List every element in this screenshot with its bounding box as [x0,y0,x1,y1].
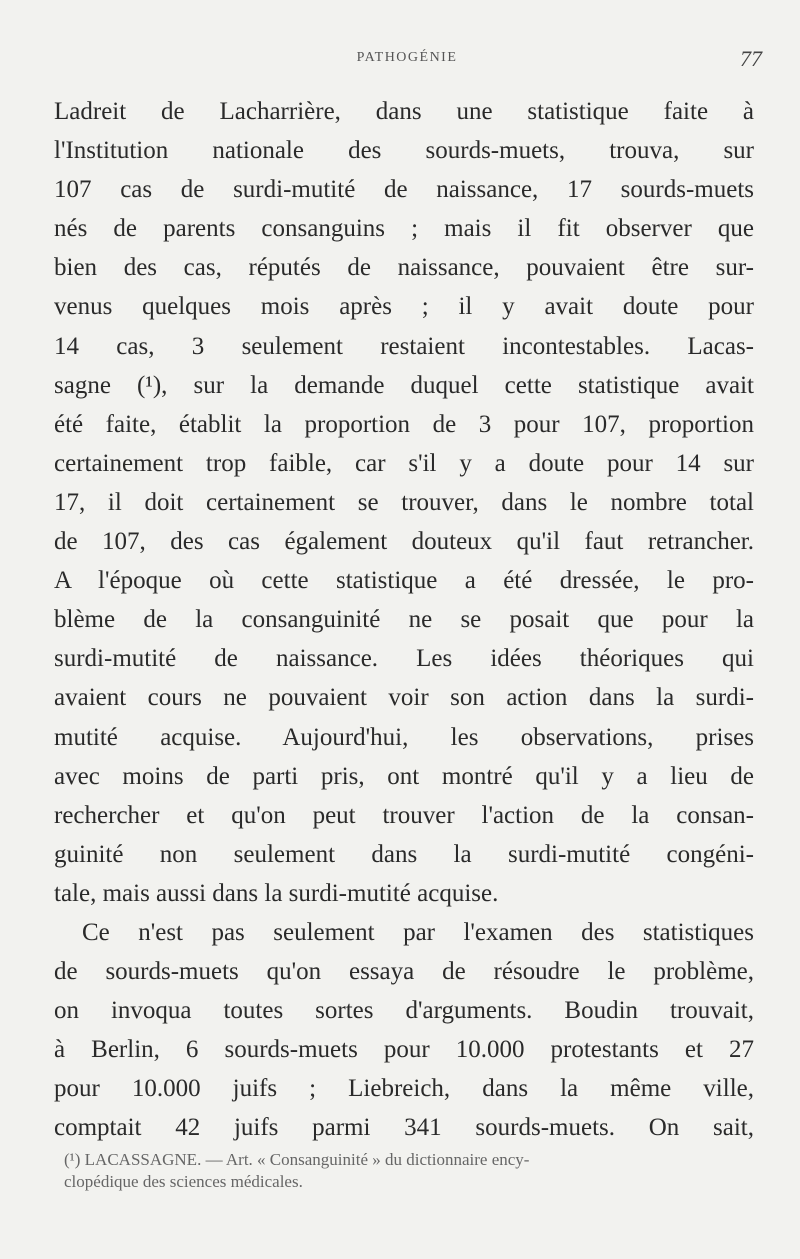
text-line: 14 cas, 3 seulement restaient incontestables. Lacas- [54,332,754,360]
text-line: Ladreit de Lacharrière, dans une statistique faite à [54,98,754,125]
text-line: été faite, établit la proportion de 3 pour 107, proportion [54,410,754,438]
text-line: mutité acquise. Aujourd'hui, les observations, prises [54,723,754,751]
text-line: Ce n'est pas seulement par l'examen des statistiques [82,918,754,946]
text-line: surdi-mutité de naissance. Les idées théoriques qui [54,645,754,673]
text-line: venus quelques mois après ; il y avait doute pour [54,293,754,321]
text-line: 107 cas de surdi-mutité de naissance, 17 sourds-muets [54,176,754,204]
footnote-line: (¹) LACASSAGNE. — Art. « Consanguinité » du dictionnaire ency- [64,1150,530,1169]
footnote-line: clopédique des sciences médicales. [64,1172,303,1191]
page-number: 77 [740,46,762,71]
page-header [52,46,762,78]
text-line: 17, il doit certainement se trouver, dans le nombre total [54,488,754,516]
text-line: blème de la consanguinité ne se posait que pour la [54,606,754,634]
running-head: PATHOGÉNIE [356,50,458,65]
text-line: de sourds-muets qu'on essaya de résoudre le problème, [54,958,754,986]
text-line: pour 10.000 juifs ; Liebreich, dans la même ville, [54,1075,754,1103]
text-line: nés de parents consanguins ; mais il fit observer que [54,215,754,243]
text-line: guinité non seulement dans la surdi-mutité congéni- [54,840,754,868]
text-line: on invoqua toutes sortes d'arguments. Boudin trouvait, [54,997,754,1025]
text-line: rechercher et qu'on peut trouver l'action de la consan- [54,801,754,829]
body-text [54,92,754,1148]
text-line: tale, mais aussi dans la surdi-mutité acquise. [54,879,499,907]
text-line: bien des cas, réputés de naissance, pouvaient être sur- [54,254,754,282]
text-line: avec moins de parti pris, ont montré qu'il y a lieu de [54,762,754,790]
footnote [64,1149,752,1193]
text-line: comptait 42 juifs parmi 341 sourds-muets. On sait, [54,1114,754,1142]
text-line: à Berlin, 6 sourds-muets pour 10.000 protestants et 27 [54,1036,754,1064]
text-line: l'Institution nationale des sourds-muets, trouva, sur [54,137,754,165]
text-line: de 107, des cas également douteux qu'il faut retrancher. [54,528,754,556]
text-line: sagne (¹), sur la demande duquel cette statistique avait [54,371,754,399]
text-line: avaient cours ne pouvaient voir son action dans la surdi- [54,684,754,712]
text-line: A l'époque où cette statistique a été dressée, le pro- [54,567,754,595]
text-line: certainement trop faible, car s'il y a doute pour 14 sur [54,449,754,477]
